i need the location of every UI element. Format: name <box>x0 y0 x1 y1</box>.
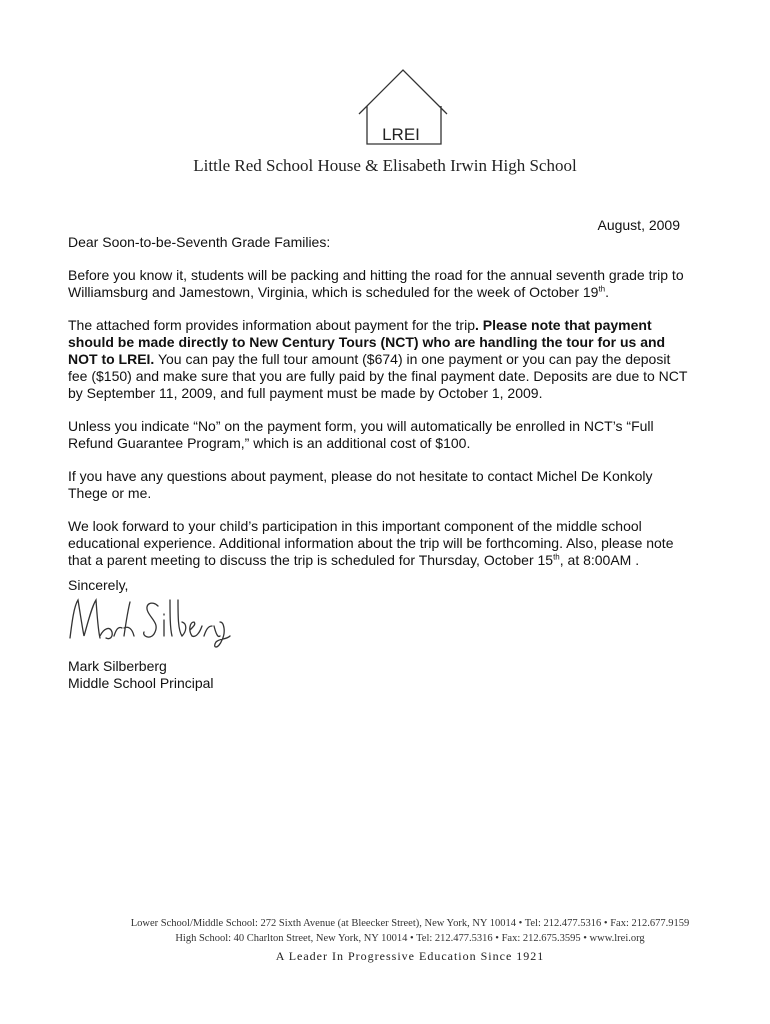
letter-body <box>68 234 688 585</box>
school-house-logo <box>357 68 449 148</box>
closing: Sincerely, <box>68 577 129 593</box>
signer-name: Mark Silberberg <box>68 658 167 674</box>
letter-date: August, 2009 <box>597 217 680 233</box>
school-name: Little Red School House & Elisabeth Irwin High School <box>193 156 577 175</box>
signer-title: Middle School Principal <box>68 675 214 691</box>
paragraph-questions: If you have any questions about payment, please do not hesitate to contact Michel De Konkoly Thege or me. <box>68 468 653 501</box>
signature-image <box>66 592 238 656</box>
paragraph-payment: The attached form provides information about payment for the trip. Please note that payment should be made directly to New Century Tours (NCT) who are handling the tour for us and NOT to LREI. You can pay the full tour amount ($674) in one payment or you can pay the deposit fee ($150) and make sure that you are fully paid by the final payment date. Deposits are due to NCT by September 11, 2009, and full payment must be made by October 1, 2009. <box>68 317 688 401</box>
salutation: Dear Soon-to-be-Seventh Grade Families: <box>68 234 331 250</box>
paragraph-refund: Unless you indicate “No” on the payment form, you will automatically be enrolled in NCT’s “Full Refund Guarantee Program,” which is an additional cost of $100. <box>68 418 654 451</box>
footer-address-high-school: High School: 40 Charlton Street, New York, NY 10014 • Tel: 212.477.5316 • Fax: 212.675.3595 • www.lrei.org <box>175 933 645 944</box>
payment-notice: . Please note that payment should be made directly to New Century Tours (NCT) who are handling the tour for us and NOT to LREI. <box>68 317 666 367</box>
logo-text: LREI <box>382 125 420 144</box>
paragraph-trip-intro: Before you know it, students will be packing and hitting the road for the annual seventh grade trip to Williamsburg and Jamestown, Virginia, which is scheduled for the week of October 19th. <box>68 267 684 300</box>
footer-tagline: A Leader In Progressive Education Since 1921 <box>275 949 545 963</box>
letterhead-footer <box>110 916 710 964</box>
paragraph-meeting: We look forward to your child’s participation in this important component of the middle school educational experience. Additional information about the trip will be forthcoming. Also, please note that a parent meeting to discuss the trip is scheduled for Thursday, October 15th, at 8:00AM . <box>68 518 674 568</box>
footer-address-lower-middle: Lower School/Middle School: 272 Sixth Avenue (at Bleecker Street), New York, NY 10014 • Tel: 212.477.5316 • Fax: 212.677.9159 <box>130 918 690 929</box>
signer-block <box>68 658 214 692</box>
